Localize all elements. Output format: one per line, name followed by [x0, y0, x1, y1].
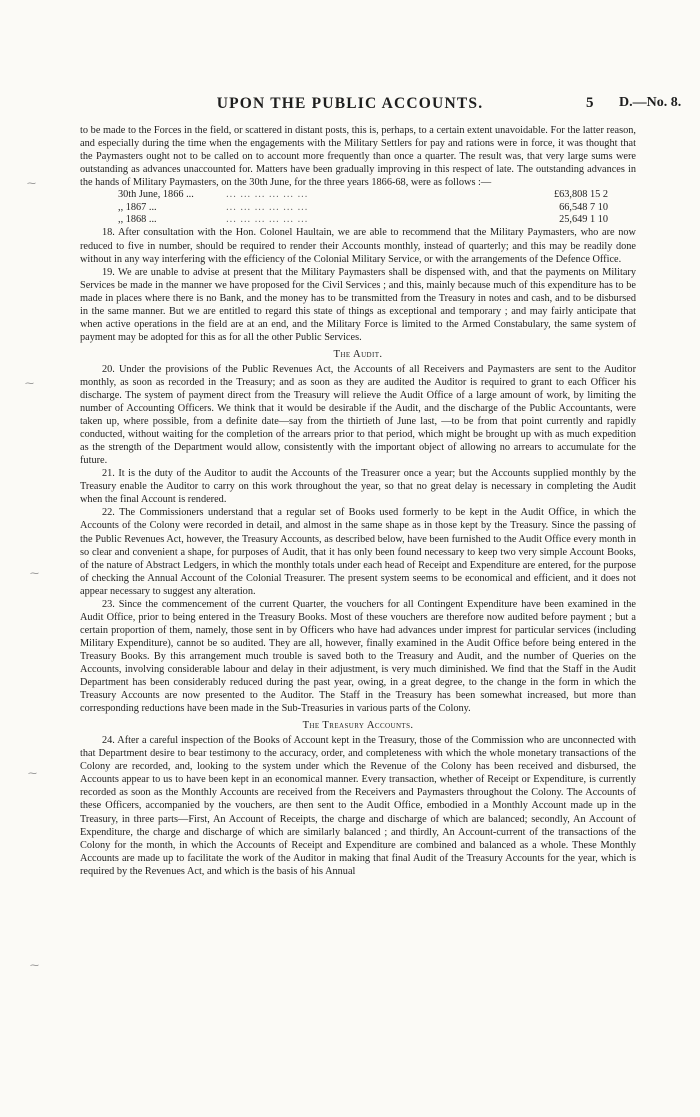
section-heading-audit: The Audit. — [333, 348, 383, 360]
advances-table — [80, 189, 636, 226]
paragraph-18: 18. After consultation with the Hon. Colonel Haultain, we are able to recommend that the Military Paymasters, who are now reduced to five in number, should be required to render their Accounts monthly, instead of quarterly; and this may be readily done without in any way interfering with the efficiency of the Colonial Military Service, or with the arrangements of the Defence Office. — [80, 227, 636, 265]
table-row — [80, 189, 636, 201]
running-header — [0, 95, 700, 117]
paragraph-19: 19. We are unable to advise at present that the Military Paymasters shall be dispensed with, and that the payments on Military Services be made in the manner we have proposed for the Civil Services ; and this, mainly because much of this expenditure has to be made in places where there is no Bank, and the money has to be transmitted from the Treasury in notes and cash, and to be disbursed in the same manner. But we are entitled to regard this state of things as exceptional and temporary ; and may fairly anticipate that when active operations in the field are at an end, and the Military Force is limited to the Armed Constabulary, the same system of payment may be adopted for this as for all the other Public Services. — [80, 266, 636, 343]
document-body — [80, 124, 636, 878]
advance-amount: 66,548 7 10 — [559, 201, 608, 213]
advance-amount: £63,808 15 2 — [553, 189, 608, 201]
margin-mark: ⁓ — [28, 768, 37, 778]
paragraph-intro: to be made to the Forces in the field, or scattered in distant posts, this is, perhaps, to a certain extent unavoidable. For the latter reason, and especially during the time when the engagements with the Military Settlers for pay and rations were in force, it was thought that the Paymasters ought not to be called on to account more frequently than once a quarter. The result was, that very large sums were outstanding as advances unaccounted for. Matters have been gradually improving in this respect of late. The outstanding advances in the hands of Military Paymasters, on the 30th June, for the three years 1866-68, were as follows :— — [80, 125, 636, 189]
leader-dots: ... ... ... ... ... ... — [226, 214, 309, 226]
paragraph-22: 22. The Commissioners understand that a regular set of Books used formerly to be kept in the Audit Office, in which the Accounts of the Colony were recorded in detail, and almost in the same shape as in those kept by the Treasury. Since the passing of the Public Revenues Act, however, the Treasury Accounts, as described below, have been furnished to the Audit Office every month in so clear and convenient a shape, for purposes of Audit, that it has only been found necessary to keep two very simple Account Books, of the nature of Abstract Ledgers, in which the monthly totals under each head of Receipt and Expenditure are entered, for the purpose of checking the Annual Account of the Colonial Treasurer. The present system seems to be economical and efficient, and it does not appear necessary to suggest any alteration. — [80, 507, 636, 597]
paragraph-20: 20. Under the provisions of the Public Revenues Act, the Accounts of all Receivers and Paymasters are sent to the Auditor monthly, as soon as recorded in the Treasury; and as soon as they are audited the Auditor is required to grant to each Officer his discharge. The system of payment direct from the Treasury will relieve the Audit Office of a large amount of work, by limiting the number of Accounting Officers. We think that it would be desirable if the Audit, and the discharge of the Public Accountants, were taken up, where possible, from a definite date—say from the thirtieth of June last, —to be from that point currently and rapidly conducted, without waiting for the completion of the arrears prior to that period, which might be brought up with as much expedition as the strength of the Department would allow, consistently with the important object of allowing no arrears to accumulate for the future. — [80, 363, 636, 467]
margin-mark: ⁓ — [30, 568, 39, 578]
leader-dots: ... ... ... ... ... ... — [226, 189, 309, 201]
leader-dots: ... ... ... ... ... ... — [226, 201, 309, 213]
paragraph-23: 23. Since the commencement of the current Quarter, the vouchers for all Contingent Expenditure have been examined in the Audit Office, prior to being entered in the Treasury Books. Most of these vouchers are therefore now audited before payment ; but a certain proportion of them, namely, those sent in by Officers who have had advances under imprest for particular services (including Military Expenditure), cannot be so audited. They are all, however, finally examined in the Audit Office before being entered in the Treasury Books. By this arrangement much trouble is saved both to the Treasury and Audit, and the number of Queries on the Accounts, involving considerable labour and delay in their adjustment, is very much diminished. We find that the Staff in the Audit Department has been considerably reduced during the past year, owing, in a great degree, to the change in the form in which the Treasury Accounts are now presented to the Auditor. The Staff in the Treasury has been somewhat increased, but more than corresponding reductions have been made in the Sub-Treasuries in various parts of the Colony. — [80, 598, 636, 715]
advance-date: ,, 1868 ... — [118, 214, 157, 226]
margin-mark: ⁓ — [27, 178, 36, 188]
table-row — [80, 202, 636, 214]
table-row — [80, 214, 636, 226]
paragraph-24: 24. After a careful inspection of the Books of Account kept in the Treasury, those of the Commission who are unconnected with that Department desire to bear testimony to the accuracy, order, and completeness with which the whole monetary transactions of the Colony are recorded, and, looking to the system under which the Revenue of the Colony has been received and disbursed, the Accounts appear to us to have been kept in an economical manner. Every transaction, whether of Receipt or Expenditure, is currently recorded as soon as the Monthly Accounts are received from the Receivers and Paymasters throughout the Colony. The Accounts of these Officers, accompanied by the vouchers, are then sent to the Audit Office, embodied in a Monthly Account made up in the Treasury, in three parts—First, An Account of Receipts, the charge and discharge of which are balanced; secondly, An Account of Expenditure, the charge and discharge of which are similarly balanced ; and thirdly, An Account-current of the transactions of the Colony for the month, in which the Accounts of Receipt and Expenditure are combined and balanced as a whole. These Monthly Accounts are made up to facilitate the work of the Auditor in making that final Audit of the Treasury Accounts for the year, which is required by the Revenues Act, and which is the basis of his Annual — [80, 735, 636, 877]
page-number: 5 — [586, 95, 594, 111]
advance-date: 30th June, 1866 ... — [118, 189, 194, 201]
section-heading-treasury: The Treasury Accounts. — [302, 720, 414, 732]
advance-amount: 25,649 1 10 — [559, 214, 608, 226]
header-title: UPON THE PUBLIC ACCOUNTS. — [216, 95, 484, 112]
paragraph-21: 21. It is the duty of the Auditor to audit the Accounts of the Treasurer once a year; but the Accounts supplied monthly by the Treasury enable the Auditor to carry on this work throughout the year, so that no great delay is necessary in completing the Audit when the final Account is rendered. — [80, 468, 636, 506]
advance-date: ,, 1867 ... — [118, 201, 157, 213]
margin-mark: ⁓ — [30, 960, 39, 970]
document-reference: D.—No. 8. — [619, 95, 682, 110]
margin-mark: ⁓ — [25, 378, 34, 388]
